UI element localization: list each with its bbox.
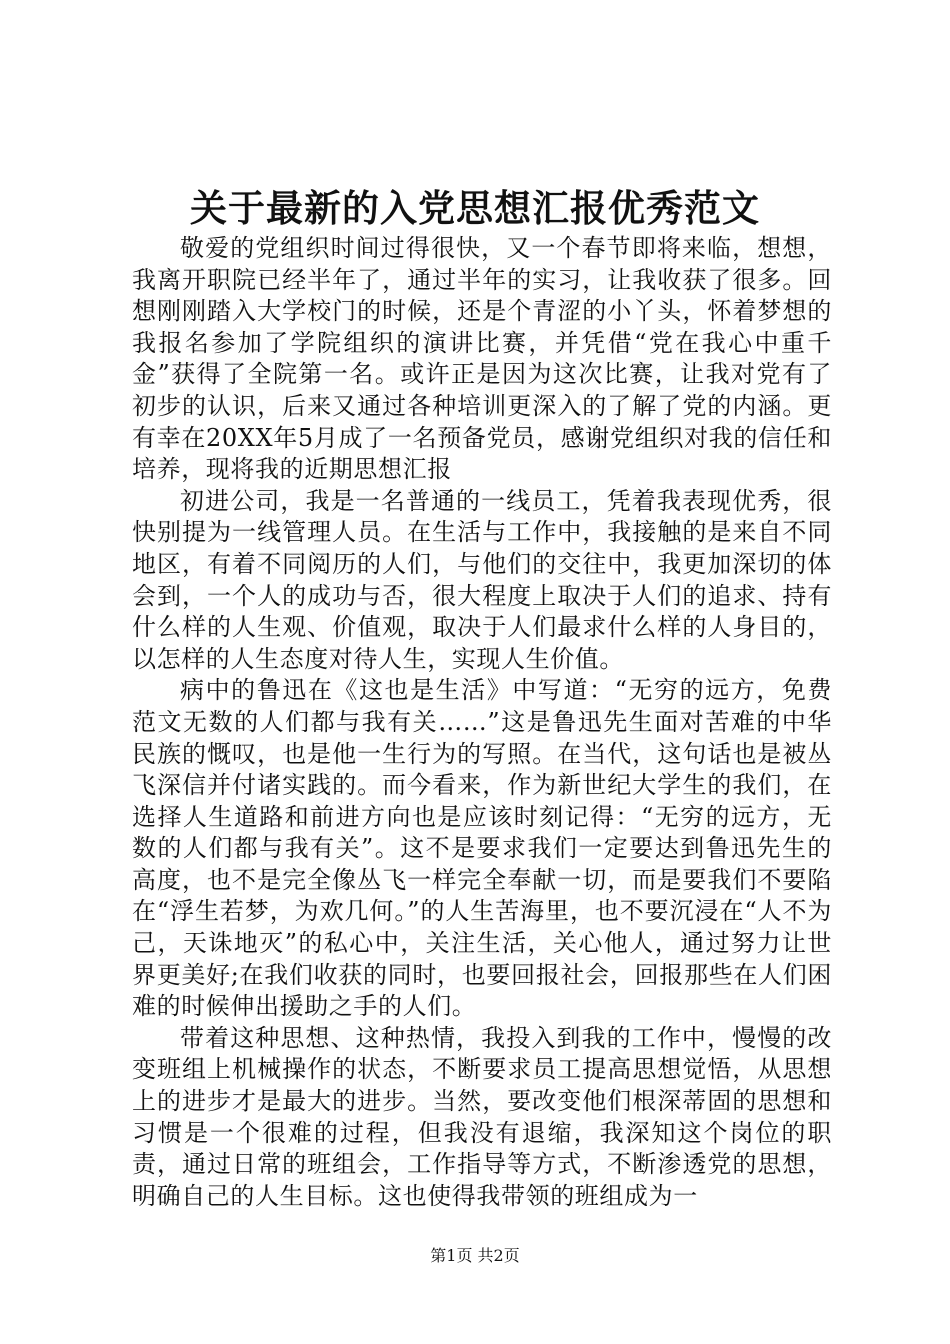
page-number-footer: 第1页 共2页	[430, 1246, 520, 1265]
paragraph-4: 带着这种思想、这种热情，我投入到我的工作中，慢慢的改变班组上机械操作的状态，不断要求员工提高思想觉悟，从思想上的进步才是最大的进步。当然，要改变他们根深蒂固的思想和习惯是一个很难的过程，但我没有退缩，我深知这个岗位的职责，通过日常的班组会，工作指导等方式，不断渗透党的思想，明确自己的人生目标。这也使得我带领的班组成为一	[132, 1023, 832, 1210]
paragraph-2: 初进公司，我是一名普通的一线员工，凭着我表现优秀，很快别提为一线管理人员。在生活与工作中，我接触的是来自不同地区，有着不同阅历的人们，与他们的交往中，我更加深切的体会到，一个人的成功与否，很大程度上取决于人们的追求、持有什么样的人生观、价值观，取决于人们最求什么样的人身目的，以怎样的人生态度对待人生，实现人生价值。	[132, 486, 832, 673]
document-title: 关于最新的入党思想汇报优秀范文	[190, 186, 760, 230]
paragraph-3: 病中的鲁迅在《这也是生活》中写道：“无穷的远方，免费范文无数的人们都与我有关……”这是鲁迅先生面对苦难的中华民族的慨叹，也是他一生行为的写照。在当代，这句话也是被丛飞深信并付诸实践的。而今看来，作为新世纪大学生的我们，在选择人生道路和前进方向也是应该时刻记得：“无穷的远方，无数的人们都与我有关”。这不是要求我们一定要达到鲁迅先生的高度，也不是完全像丛飞一样完全奉献一切，而是要我们不要陷在“浮生若梦，为欢几何。”的人生苦海里，也不要沉浸在“人不为己，天诛地灭”的私心中，关注生活，关心他人，通过努力让世界更美好;在我们收获的同时，也要回报社会，回报那些在人们困难的时候伸出援助之手的人们。	[132, 676, 832, 1021]
document-body	[132, 233, 832, 1212]
paragraph-1: 敬爱的党组织时间过得很快，又一个春节即将来临，想想，我离开职院已经半年了，通过半年的实习，让我收获了很多。回想刚刚踏入大学校门的时候，还是个青涩的小丫头，怀着梦想的我报名参加了学院组织的演讲比赛，并凭借“党在我心中重千金”获得了全院第一名。或许正是因为这次比赛，让我对党有了初步的认识，后来又通过各种培训更深入的了解了党的内涵。更有幸在20XX年5月成了一名预备党员，感谢党组织对我的信任和培养，现将我的近期思想汇报	[132, 234, 832, 484]
